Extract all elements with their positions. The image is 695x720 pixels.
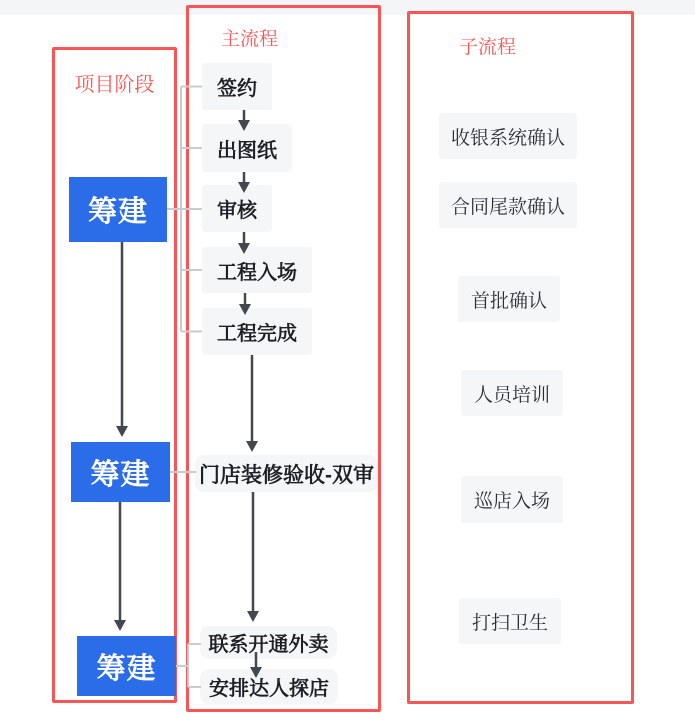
flow-step-open-delivery[interactable]: 联系开通外卖 <box>200 626 337 659</box>
flow-step-sign-contract[interactable]: 签约 <box>202 63 272 110</box>
sub-item-contract-balance-confirm[interactable]: 合同尾款确认 <box>439 182 577 228</box>
main-flow-frame[interactable] <box>186 5 381 712</box>
project-stage-title: 项目阶段 <box>74 74 155 96</box>
sub-item-store-inspection[interactable]: 巡店入场 <box>461 476 563 523</box>
sub-item-staff-training[interactable]: 人员培训 <box>461 370 563 416</box>
flow-step-construction-done[interactable]: 工程完成 <box>202 308 312 355</box>
project-stage-frame[interactable] <box>52 47 177 703</box>
flow-step-decoration-acceptance[interactable]: 门店装修验收-双审 <box>195 455 378 492</box>
flow-step-review[interactable]: 审核 <box>202 185 272 232</box>
flow-step-drawings[interactable]: 出图纸 <box>202 124 292 172</box>
stage-node-1[interactable]: 筹建 <box>69 177 167 242</box>
stage-node-3[interactable]: 筹建 <box>77 636 176 696</box>
main-flow-title: 主流程 <box>221 29 279 50</box>
flow-step-influencer-visit[interactable]: 安排达人探店 <box>200 669 338 704</box>
sub-item-cleaning[interactable]: 打扫卫生 <box>459 598 561 644</box>
flow-step-construction-entry[interactable]: 工程入场 <box>202 247 312 293</box>
sub-flow-title: 子流程 <box>459 37 517 58</box>
sub-item-cashier-confirm[interactable]: 收银系统确认 <box>439 113 577 159</box>
sub-item-first-batch-confirm[interactable]: 首批确认 <box>458 276 560 322</box>
stage-node-2[interactable]: 筹建 <box>71 442 170 502</box>
